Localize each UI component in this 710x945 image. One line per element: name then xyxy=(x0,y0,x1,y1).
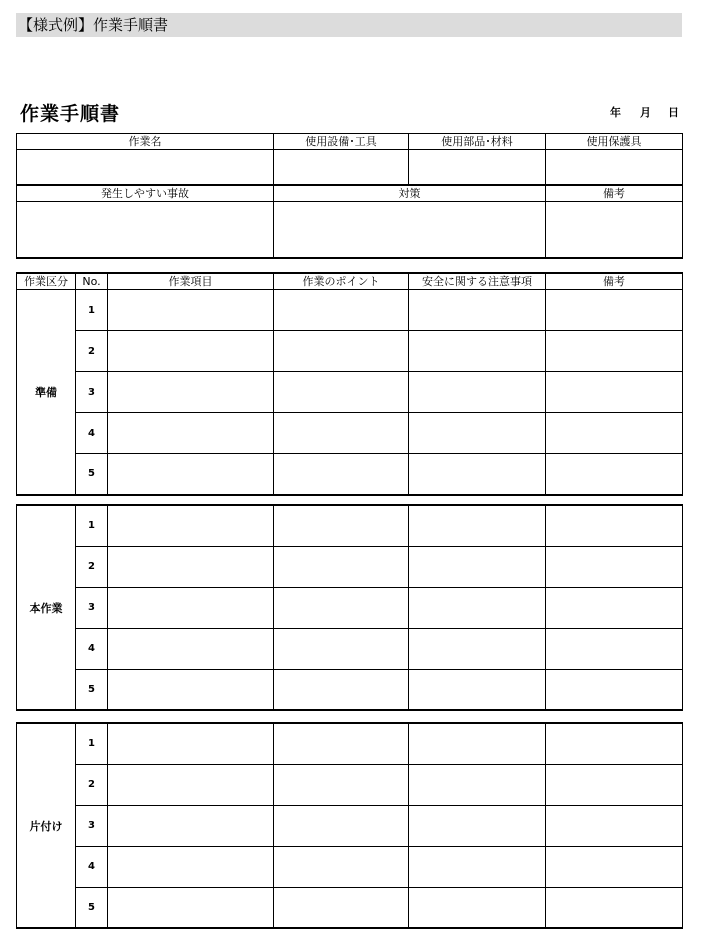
step-number: 1 xyxy=(76,290,108,331)
remarks-cell[interactable] xyxy=(546,628,683,669)
work-point-cell[interactable] xyxy=(274,764,409,805)
step-number: 5 xyxy=(76,669,108,710)
step-number: 5 xyxy=(76,887,108,928)
work-item-cell[interactable] xyxy=(108,723,274,764)
work-item-cell[interactable] xyxy=(108,546,274,587)
month-label: 月 xyxy=(640,106,651,119)
work-point-cell[interactable] xyxy=(274,546,409,587)
protective-gear-field[interactable] xyxy=(546,150,683,186)
remarks-cell[interactable] xyxy=(546,887,683,928)
work-point-cell[interactable] xyxy=(274,846,409,887)
work-item-cell[interactable] xyxy=(108,887,274,928)
work-point-cell[interactable] xyxy=(274,887,409,928)
remarks-cell[interactable] xyxy=(546,546,683,587)
remarks-cell[interactable] xyxy=(546,331,683,372)
example-banner: 【様式例】作業手順書 xyxy=(16,13,682,37)
step-number: 3 xyxy=(76,372,108,413)
work-point-cell[interactable] xyxy=(274,413,409,454)
work-point-cell[interactable] xyxy=(274,587,409,628)
category-main-work: 本作業 xyxy=(17,505,76,710)
header-protective-gear: 使用保護具 xyxy=(546,134,683,150)
category-prep: 準備 xyxy=(17,290,76,495)
step-number: 4 xyxy=(76,413,108,454)
header-remarks: 備考 xyxy=(546,185,683,202)
safety-notes-cell[interactable] xyxy=(409,454,546,495)
header-work-item: 作業項目 xyxy=(108,273,274,290)
remarks-cell[interactable] xyxy=(546,764,683,805)
step-number: 5 xyxy=(76,454,108,495)
step-number: 2 xyxy=(76,331,108,372)
safety-notes-cell[interactable] xyxy=(409,846,546,887)
header-work-point: 作業のポイント xyxy=(274,273,409,290)
remarks-cell[interactable] xyxy=(546,846,683,887)
header-countermeasures: 対策 xyxy=(274,185,546,202)
header-equipment-tools: 使用設備･工具 xyxy=(274,134,409,150)
safety-notes-cell[interactable] xyxy=(409,546,546,587)
step-number: 4 xyxy=(76,628,108,669)
document-title: 作業手順書 xyxy=(20,103,121,125)
work-item-cell[interactable] xyxy=(108,372,274,413)
steps-table-prep xyxy=(16,272,683,496)
safety-notes-cell[interactable] xyxy=(409,505,546,546)
safety-notes-cell[interactable] xyxy=(409,723,546,764)
header-parts-materials: 使用部品･材料 xyxy=(409,134,546,150)
header-step-remarks: 備考 xyxy=(546,273,683,290)
work-item-cell[interactable] xyxy=(108,413,274,454)
work-item-cell[interactable] xyxy=(108,628,274,669)
safety-notes-cell[interactable] xyxy=(409,805,546,846)
work-point-cell[interactable] xyxy=(274,331,409,372)
safety-notes-cell[interactable] xyxy=(409,764,546,805)
remarks-field[interactable] xyxy=(546,202,683,259)
safety-notes-cell[interactable] xyxy=(409,628,546,669)
work-name-field[interactable] xyxy=(17,150,274,186)
safety-notes-cell[interactable] xyxy=(409,669,546,710)
remarks-cell[interactable] xyxy=(546,805,683,846)
header-work-name: 作業名 xyxy=(17,134,274,150)
remarks-cell[interactable] xyxy=(546,505,683,546)
remarks-cell[interactable] xyxy=(546,669,683,710)
work-point-cell[interactable] xyxy=(274,805,409,846)
step-number: 3 xyxy=(76,805,108,846)
year-label: 年 xyxy=(610,106,621,119)
work-point-cell[interactable] xyxy=(274,290,409,331)
parts-materials-field[interactable] xyxy=(409,150,546,186)
safety-notes-cell[interactable] xyxy=(409,887,546,928)
step-number: 1 xyxy=(76,505,108,546)
step-number: 1 xyxy=(76,723,108,764)
work-item-cell[interactable] xyxy=(108,290,274,331)
work-point-cell[interactable] xyxy=(274,669,409,710)
work-point-cell[interactable] xyxy=(274,628,409,669)
safety-notes-cell[interactable] xyxy=(409,290,546,331)
work-point-cell[interactable] xyxy=(274,723,409,764)
work-item-cell[interactable] xyxy=(108,846,274,887)
remarks-cell[interactable] xyxy=(546,587,683,628)
step-number: 2 xyxy=(76,546,108,587)
step-number: 2 xyxy=(76,764,108,805)
step-number: 4 xyxy=(76,846,108,887)
header-safety-notes: 安全に関する注意事項 xyxy=(409,273,546,290)
work-item-cell[interactable] xyxy=(108,669,274,710)
safety-notes-cell[interactable] xyxy=(409,331,546,372)
work-item-cell[interactable] xyxy=(108,805,274,846)
day-label: 日 xyxy=(668,106,679,119)
work-point-cell[interactable] xyxy=(274,372,409,413)
remarks-cell[interactable] xyxy=(546,413,683,454)
category-cleanup: 片付け xyxy=(17,723,76,928)
remarks-cell[interactable] xyxy=(546,723,683,764)
step-number: 3 xyxy=(76,587,108,628)
likely-accidents-field[interactable] xyxy=(17,202,274,259)
remarks-cell[interactable] xyxy=(546,454,683,495)
header-no: No. xyxy=(76,273,108,290)
equipment-tools-field[interactable] xyxy=(274,150,409,186)
safety-notes-cell[interactable] xyxy=(409,587,546,628)
countermeasures-field[interactable] xyxy=(274,202,546,259)
steps-table-cleanup xyxy=(16,722,683,929)
safety-notes-cell[interactable] xyxy=(409,372,546,413)
work-item-cell[interactable] xyxy=(108,587,274,628)
work-item-cell[interactable] xyxy=(108,331,274,372)
overview-table xyxy=(16,133,683,259)
work-item-cell[interactable] xyxy=(108,454,274,495)
steps-table-main xyxy=(16,504,683,711)
remarks-cell[interactable] xyxy=(546,290,683,331)
safety-notes-cell[interactable] xyxy=(409,413,546,454)
header-category: 作業区分 xyxy=(17,273,76,290)
remarks-cell[interactable] xyxy=(546,372,683,413)
work-item-cell[interactable] xyxy=(108,505,274,546)
work-point-cell[interactable] xyxy=(274,505,409,546)
work-item-cell[interactable] xyxy=(108,764,274,805)
header-likely-accidents: 発生しやすい事故 xyxy=(17,185,274,202)
work-point-cell[interactable] xyxy=(274,454,409,495)
